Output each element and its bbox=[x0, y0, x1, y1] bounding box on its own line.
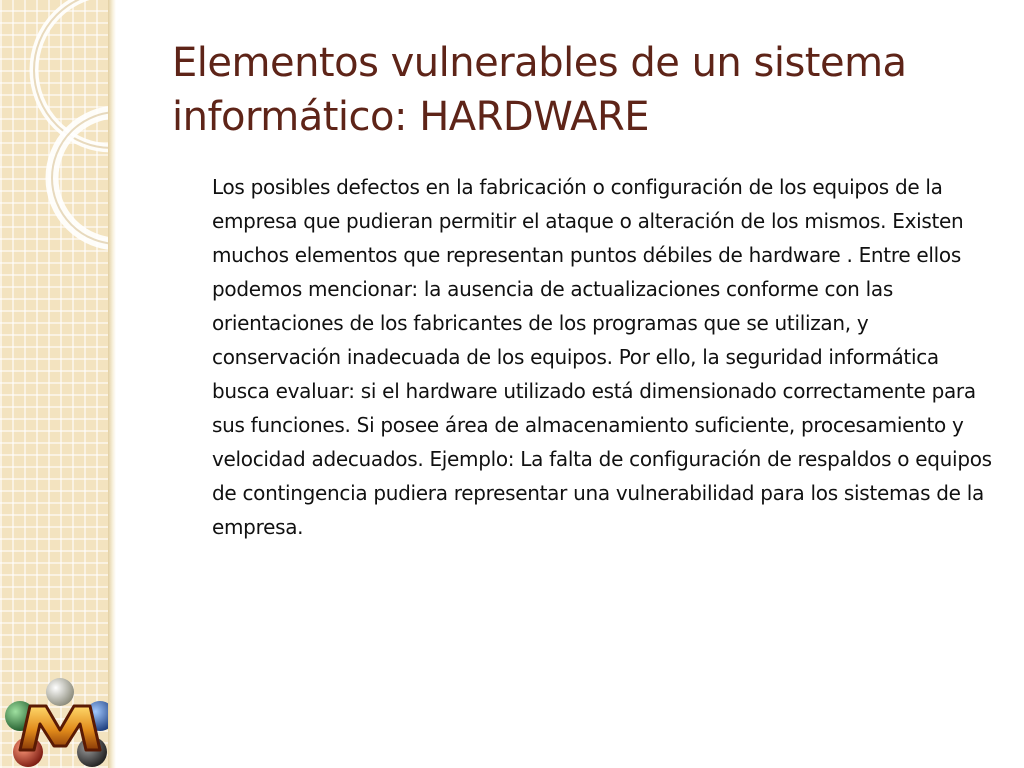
magic-m-logo-icon bbox=[0, 676, 112, 768]
slide-body-text: Los posibles defectos en la fabricación o configuración de los equipos de la empresa que pudieran permitir el ataque o alteración de los mismos. Existen muchos elementos que representan puntos débiles de hardware . Entre ellos podemos mencionar: la ausencia de actualizaciones conforme con las orientaciones de los fabricantes de los programas que se utilizan, y conservación inadecuada de los equipos. Por ello, la seguridad informática busca evaluar: si el hardware utilizado está dimensionado correctamente para sus funciones. Si posee área de almacenamiento suficiente, procesamiento y velocidad adecuados. Ejemplo: La falta de configuración de respaldos o equipos de contingencia pudiera representar una vulnerabilidad para los sistemas de la empresa. bbox=[212, 175, 992, 539]
band-edge-divider bbox=[108, 0, 116, 768]
decorative-left-band bbox=[0, 0, 112, 768]
decorative-rings-icon bbox=[0, 0, 112, 260]
slide-title: Elementos vulnerables de un sistema informático: HARDWARE bbox=[172, 40, 907, 140]
